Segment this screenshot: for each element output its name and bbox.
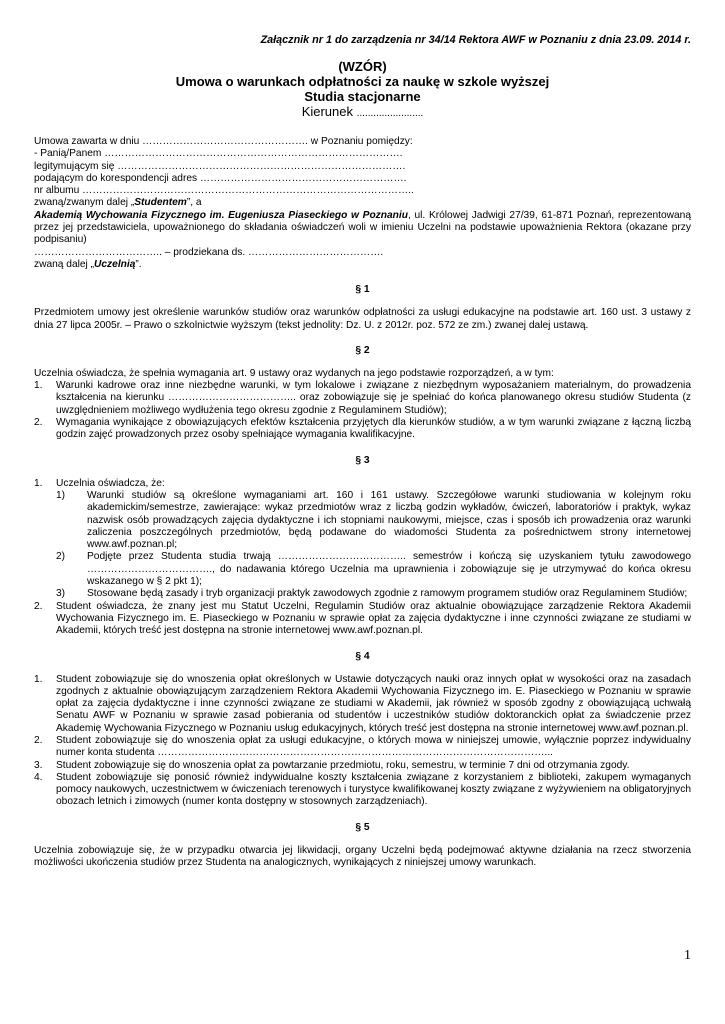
- student-term: Studentem: [134, 197, 187, 209]
- document-page: [34, 34, 691, 869]
- list-item: 2. Student zobowiązuje się do wnoszenia opłat za usługi edukacyjne, o których mowa w niniejszej umowie, wyłącznie poprzez indywidualny numer konta studenta ……………………………………………………………………………………………………...: [34, 734, 691, 759]
- list-item: 1. Warunki kadrowe oraz inne niezbędne warunki, w tym lokalowe i związane z niezbędnym wyposażaniem materialnym, do prowadzenia kształcenia na kierunku ……………………………….. oraz zobowiązuje się je spełniać do końca planowanego okresu studiów Studenta (z uwzględnieniem możliwego wydłużenia tego okresu zgodnie z Regulaminem Studiów);: [34, 380, 691, 416]
- intro-address-line: podającym do korespondencji adres …………………………………………………….: [34, 172, 407, 184]
- section-2-intro: Uczelnia oświadcza, że spełnia wymagania art. 9 ustawy oraz wydanych na jego podstawie rozporządzeń, a w tym:: [34, 367, 554, 379]
- section-5-heading: § 5: [355, 821, 370, 833]
- field-of-study-blank: ........................: [356, 108, 424, 119]
- intro-university: Akademią Wychowania Fizycznego im. Eugeniusza Piaseckiego w Poznaniu, ul. Królowej Jadwigi 27/39, 61-871 Poznań, reprezentowaną przez jej przedstawiciela, upoważnionego do składania oświadczeń woli w imieniu Uczelni na podstawie upoważnienia Rektora (okazane przy podpisaniu): [34, 209, 692, 246]
- field-of-study: [34, 104, 691, 122]
- list-item: 1. Student zobowiązuje się do wnoszenia opłat określonych w Ustawie dotyczących nauki oraz innych opłat w wysokości oraz na zasadach zgodnych z aktualnie obowiązującym zarządzeniem Rektora Akademii Wychowania Fizycznego im. E. Piaseckiego w Poznaniu w sprawie opłat za zajęcia dydaktyczne i inne czynności związane ze studiami w Akademii, jak również w sposób zgodny z obowiązującą uchwałą Senatu AWF w Poznaniu w sprawie zasad pobierania od studentów i uczestników studiów doktoranckich opłat za świadczenie przez Akademię Wychowania Fizycznego w Poznaniu usług edukacyjnych, których treść jest dostępna na stronie internetowej www.awf.poznan.pl.: [34, 673, 691, 734]
- sub-list-item: 1) Warunki studiów są określone wymaganiami art. 160 i 161 ustawy. Szczegółowe warunki studiowania w kolejnym roku akademickim/semestrze, zawierające: wykaz przedmiotów wraz z liczbą godzin wykładów, ćwiczeń, laboratoriów i praktyk, wykaz nazwisk osób prowadzących zajęcia dydaktyczne i ich stopniami naukowymi, miejsce, czas i sposób ich prowadzenia oraz warunki zaliczenia poszczególnych przedmiotów, będą podawane do wiadomości Studenta za pośrednictwem strony internetowej www.awf.poznan.pl;: [56, 489, 691, 551]
- list-item: 4. Student zobowiązuje się ponosić również indywidualne koszty kształcenia związane z korzystaniem z biblioteki, zakupem wymaganych pomocy naukowych, uczestnictwem w ćwiczeniach terenowych i turystyce kwalifikowanej koszty związane z wyżywieniem na obligatoryjnych obozach letnich i zimowych (numer konta dostępny w stosownych zarządzeniach).: [34, 771, 691, 808]
- title-study-mode: Studia stacjonarne: [304, 89, 421, 104]
- page-number: 1: [684, 948, 691, 963]
- sub-list-item: 2) Podjęte przez Studenta studia trwają ……………………………….. semestrów i kończą się uzyskaniem tytułu zawodowego ………………………………., do nadawania którego Uczelnia ma uprawnienia i zobowiązuje się je utrzymywać do końca okresu wskazanego w § 2 pkt 1);: [56, 551, 691, 588]
- intro-name-line: - Panią/Panem …………………………………………………………………………….: [34, 148, 403, 160]
- intro-student-def: zwaną/zwanym dalej „Studentem”, a: [34, 197, 202, 209]
- list-item: 2. Student oświadcza, że znany jest mu Statut Uczelni, Regulamin Studiów oraz aktualnie obowiązujące zarządzenie Rektora Akademii Wychowania Fizycznego im. E. Piaseckiego w Poznaniu w sprawie opłat za zajęcia dydaktyczne i inne czynności związane ze studiami w Akademii, których treść jest dostępna na stronie internetowej www.awf.poznan.pl.: [34, 600, 691, 637]
- attachment-header: Załącznik nr 1 do zarządzenia nr 34/14 Rektora AWF w Poznaniu z dnia 23.09. 2014 r.: [260, 34, 691, 46]
- list-item: 3. Student zobowiązuje się do wnoszenia opłat za powtarzanie przedmiotu, roku, semestru, w terminie 7 dni od otrzymania zgody.: [34, 759, 630, 771]
- field-of-study-label: Kierunek: [301, 104, 353, 119]
- sub-list-item: 3) Stosowane będą zasady i tryb organizacji praktyk zawodowych zgodnie z ramowym programem studiów oraz Regulaminem Studiów;: [56, 588, 688, 600]
- section-1-heading: § 1: [355, 284, 370, 296]
- section-4-heading: § 4: [355, 650, 370, 662]
- section-3-heading: § 3: [355, 454, 370, 466]
- list-item: 2. Wymagania wynikające z obowiązujących efektów kształcenia przyjętych dla kierunków studiów, a w tym warunki związane z łączną liczbą godzin zajęć prowadzonych przez osoby spełniające wymagania kwalifikacyjne.: [34, 417, 691, 441]
- title-contract: Umowa o warunkach odpłatności za naukę w szkole wyższej: [175, 74, 550, 89]
- university-name: Akademią Wychowania Fizycznego im. Eugeniusza Piaseckiego w Poznaniu: [34, 209, 408, 221]
- intro-date-line: Umowa zawarta w dniu …………………………………………. w Poznaniu pomiędzy:: [34, 136, 413, 147]
- intro-id-line: legitymującym się ………………………………………………………………………….: [34, 160, 406, 172]
- university-term: Uczelnią: [94, 258, 136, 270]
- section-1-text: Przedmiotem umowy jest określenie warunków studiów oraz warunków odpłatności za usługi edukacyjne na podstawie art. 160 ust. 3 ustawy z dnia 27 lipca 2005r. – Prawo o szkolnictwie wyższym (tekst jednolity: Dz. U. z 2012r. poz. 572 ze zm.) zwanej dalej ustawą.: [34, 307, 691, 331]
- section-5-text: Uczelnia zobowiązuje się, że w przypadku otwarcia jej likwidacji, organy Uczelni będą podejmować aktywne działania na rzecz stworzenia możliwości ukończenia studiów przez Studenta na analogicznych, wynikających z niniejszej umowy warunkach.: [34, 844, 691, 869]
- title-wzor: (WZÓR): [338, 59, 387, 74]
- intro-university-def: zwaną dalej „Uczelnią”.: [34, 258, 142, 270]
- list-item: 1. Uczelnia oświadcza, że:: [34, 477, 165, 489]
- intro-prodean-line: ……………………………….. – prodziekana ds. ………………………………….: [34, 246, 384, 258]
- section-2-heading: § 2: [355, 344, 370, 356]
- intro-album-line: nr albumu ……………………………………………………………………………………..: [34, 185, 414, 197]
